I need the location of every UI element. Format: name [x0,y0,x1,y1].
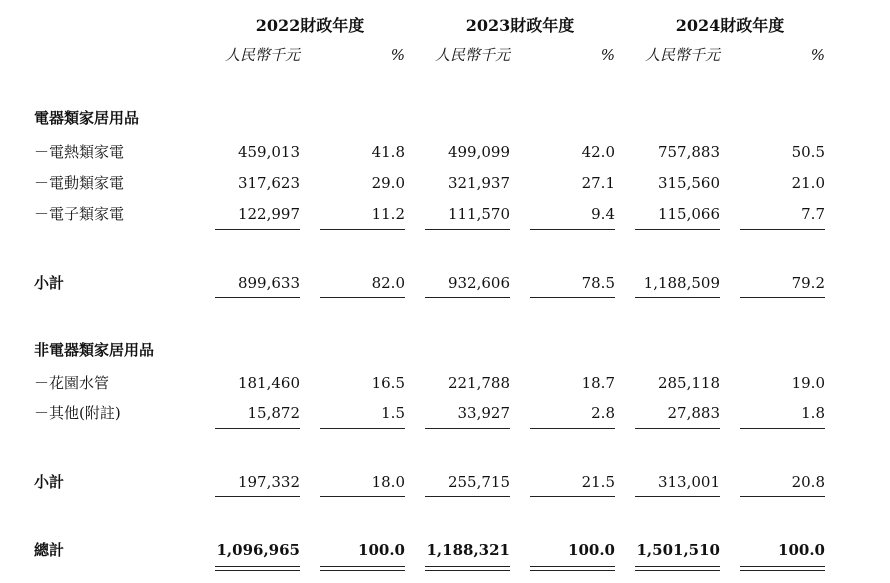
row-value: 181,460 [237,374,300,392]
pct-label-2024: % [810,46,825,64]
row-value: 315,560 [657,174,720,192]
column-rule [215,229,300,230]
row-label: －電動類家電 [34,174,125,192]
year-header-2024: 2024財政年度 [675,16,785,35]
row-label: －花園水管 [34,374,110,392]
subtotal-value: 20.8 [791,473,825,491]
column-rule [635,229,720,230]
subtotal-value: 255,715 [447,473,510,491]
row-value: 16.5 [371,374,405,392]
year-header-2022: 2022財政年度 [255,16,365,35]
pct-label-2023: % [600,46,615,64]
subtotal-label-non-electrical: 小計 [34,473,65,491]
column-rule [425,297,510,298]
total-label: 總計 [34,541,65,559]
column-rule [320,297,405,298]
row-value: 41.8 [371,143,405,161]
double-rule [320,566,405,571]
total-value: 1,096,965 [216,541,300,559]
row-value: 317,623 [237,174,300,192]
row-value: 499,099 [447,143,510,161]
column-rule [740,496,825,497]
subtotal-value: 197,332 [237,473,300,491]
column-rule [215,428,300,429]
column-rule [215,297,300,298]
total-value: 1,188,321 [426,541,510,559]
row-value: 1.8 [801,404,825,422]
column-rule [425,496,510,497]
row-value: 19.0 [791,374,825,392]
row-value: 757,883 [657,143,720,161]
row-value: 27,883 [667,404,720,422]
row-value: 50.5 [791,143,825,161]
unit-label-2024: 人民幣千元 [644,46,720,64]
section-title-electrical: 電器類家居用品 [34,109,140,127]
total-value: 1,501,510 [636,541,720,559]
subtotal-value: 79.2 [791,274,825,292]
subtotal-value: 21.5 [581,473,615,491]
row-value: 321,937 [447,174,510,192]
column-rule [320,229,405,230]
column-rule [740,297,825,298]
column-rule [530,297,615,298]
subtotal-value: 1,188,509 [643,274,720,292]
double-rule [215,566,300,571]
year-header-2023: 2023財政年度 [465,16,575,35]
row-label: －電熱類家電 [34,143,125,161]
row-value: 459,013 [237,143,300,161]
unit-label-2022: 人民幣千元 [224,46,300,64]
column-rule [425,428,510,429]
column-rule [215,496,300,497]
subtotal-value: 932,606 [447,274,510,292]
row-value: 11.2 [371,205,405,223]
row-value: 285,118 [657,374,720,392]
column-rule [635,496,720,497]
subtotal-value: 82.0 [371,274,405,292]
row-value: 111,570 [447,205,510,223]
double-rule [425,566,510,571]
row-value: 15,872 [247,404,300,422]
row-value: 122,997 [237,205,300,223]
row-value: 115,066 [657,205,720,223]
subtotal-value: 18.0 [371,473,405,491]
column-rule [530,229,615,230]
column-rule [320,428,405,429]
row-value: 2.8 [591,404,615,422]
column-rule [530,496,615,497]
row-value: 7.7 [801,205,825,223]
column-rule [320,496,405,497]
column-rule [530,428,615,429]
subtotal-value: 313,001 [657,473,720,491]
column-rule [635,297,720,298]
total-value: 100.0 [358,541,405,559]
total-value: 100.0 [568,541,615,559]
row-label: －電子類家電 [34,205,125,223]
row-value: 42.0 [581,143,615,161]
row-label: －其他(附註) [34,404,121,422]
total-value: 100.0 [778,541,825,559]
row-value: 33,927 [457,404,510,422]
column-rule [425,229,510,230]
unit-label-2023: 人民幣千元 [434,46,510,64]
subtotal-value: 78.5 [581,274,615,292]
row-value: 27.1 [581,174,615,192]
column-rule [740,428,825,429]
column-rule [635,428,720,429]
row-value: 1.5 [381,404,405,422]
double-rule [635,566,720,571]
subtotal-value: 899,633 [237,274,300,292]
pct-label-2022: % [390,46,405,64]
row-value: 18.7 [581,374,615,392]
row-value: 9.4 [591,205,615,223]
subtotal-label-electrical: 小計 [34,274,65,292]
double-rule [530,566,615,571]
row-value: 29.0 [371,174,405,192]
double-rule [740,566,825,571]
row-value: 221,788 [447,374,510,392]
section-title-non-electrical: 非電器類家居用品 [34,341,155,359]
row-value: 21.0 [791,174,825,192]
column-rule [740,229,825,230]
